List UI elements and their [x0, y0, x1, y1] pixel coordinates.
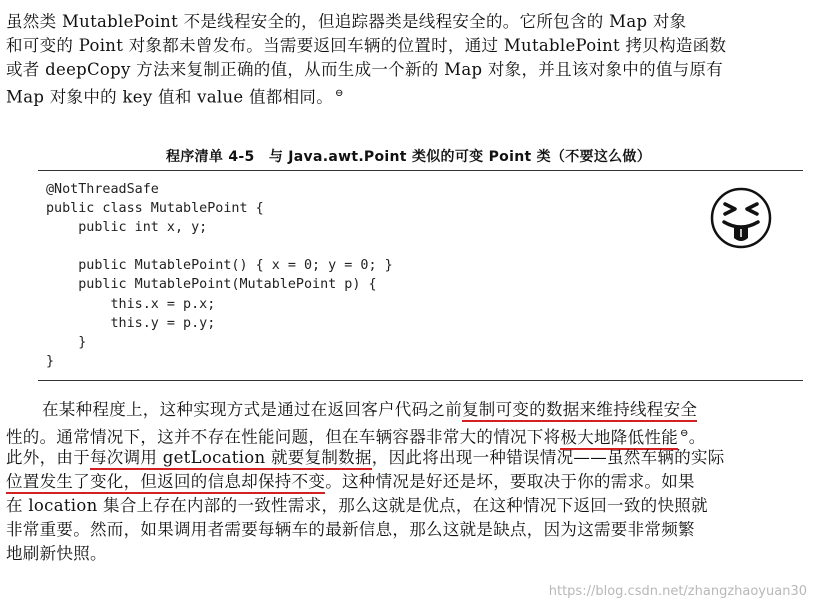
footnote-marker: ⊖	[335, 88, 344, 99]
intro-line: 或者 deepCopy 方法来复制正确的值，从而生成一个新的 Map 对象，并且该对象中的值与原有	[6, 60, 724, 79]
intro-line	[6, 82, 806, 106]
code-line: public MutablePoint(MutablePoint p) {	[46, 277, 377, 293]
code-line: }	[46, 334, 87, 350]
code-line: @NotThreadSafe	[46, 182, 159, 197]
body-text: 此外，由于	[6, 448, 90, 467]
body-paragraph	[6, 398, 806, 566]
body-line: 在 location 集合上存在内部的一致性需求，那么这就是优点，在这种情况下返回一致的快照就	[6, 496, 708, 515]
intro-line: 虽然类 MutablePoint 不是线程安全的，但追踪器类是线程安全的。它所包含的 Map 对象	[6, 12, 687, 31]
footnote-marker: ⊖	[680, 428, 689, 439]
listing-bottom-rule	[38, 380, 803, 381]
disgusted-face-icon	[709, 184, 773, 256]
body-text: ，因此将出现一种错误情况——虽然车辆的实际	[371, 448, 725, 467]
intro-paragraph	[6, 10, 806, 106]
body-text: 。这种情况是好还是坏，要取决于你的需求。如果	[325, 472, 695, 491]
body-line: 地刷新快照。	[6, 544, 107, 563]
code-line: this.y = p.y;	[46, 315, 216, 331]
body-text: 性的。通常情况下，这并不存在性能问题，但在车辆容器非常大的情况下将	[6, 427, 561, 447]
code-line: }	[46, 353, 55, 369]
intro-line: 和可变的 Point 对象都未曾发布。当需要返回车辆的位置时，通过 MutablePoint 拷贝构造函数	[6, 36, 727, 55]
code-line	[46, 237, 393, 256]
body-line	[6, 422, 806, 446]
body-text: 。	[688, 427, 706, 447]
listing-title: 程序清单 4-5 与 Java.awt.Point 类似的可变 Point 类（不要这么做）	[165, 149, 652, 165]
intro-line-text: Map 对象中的 key 值和 value 值都相同。	[6, 87, 334, 107]
body-line	[6, 446, 806, 470]
body-line: 非常重要。然而，如果调用者需要每辆车的最新信息，那么这就是缺点，因为这需要非常频繁	[6, 520, 695, 539]
body-line	[6, 398, 806, 422]
body-text: 在某种程度上，这种实现方式是通过在返回客户代码之前	[42, 400, 462, 419]
body-line	[6, 470, 806, 494]
code-line: this.x = p.x;	[46, 296, 216, 312]
underlined-text: 极大地降低性能	[560, 428, 678, 450]
watermark: https://blog.csdn.net/zhangzhaoyuan30	[548, 584, 807, 599]
code-line: public class MutablePoint {	[46, 201, 264, 217]
underlined-text: 每次调用 getLocation 就要复制数据	[90, 448, 372, 470]
underlined-text: 复制可变的数据来维持线程安全	[462, 400, 697, 422]
code-block	[46, 180, 393, 371]
listing-top-rule	[38, 170, 803, 171]
code-line: public MutablePoint() { x = 0; y = 0; }	[46, 258, 393, 274]
code-line: public int x, y;	[46, 220, 208, 236]
underlined-text: 位置发生了变化，但返回的信息却保持不变	[6, 472, 325, 494]
